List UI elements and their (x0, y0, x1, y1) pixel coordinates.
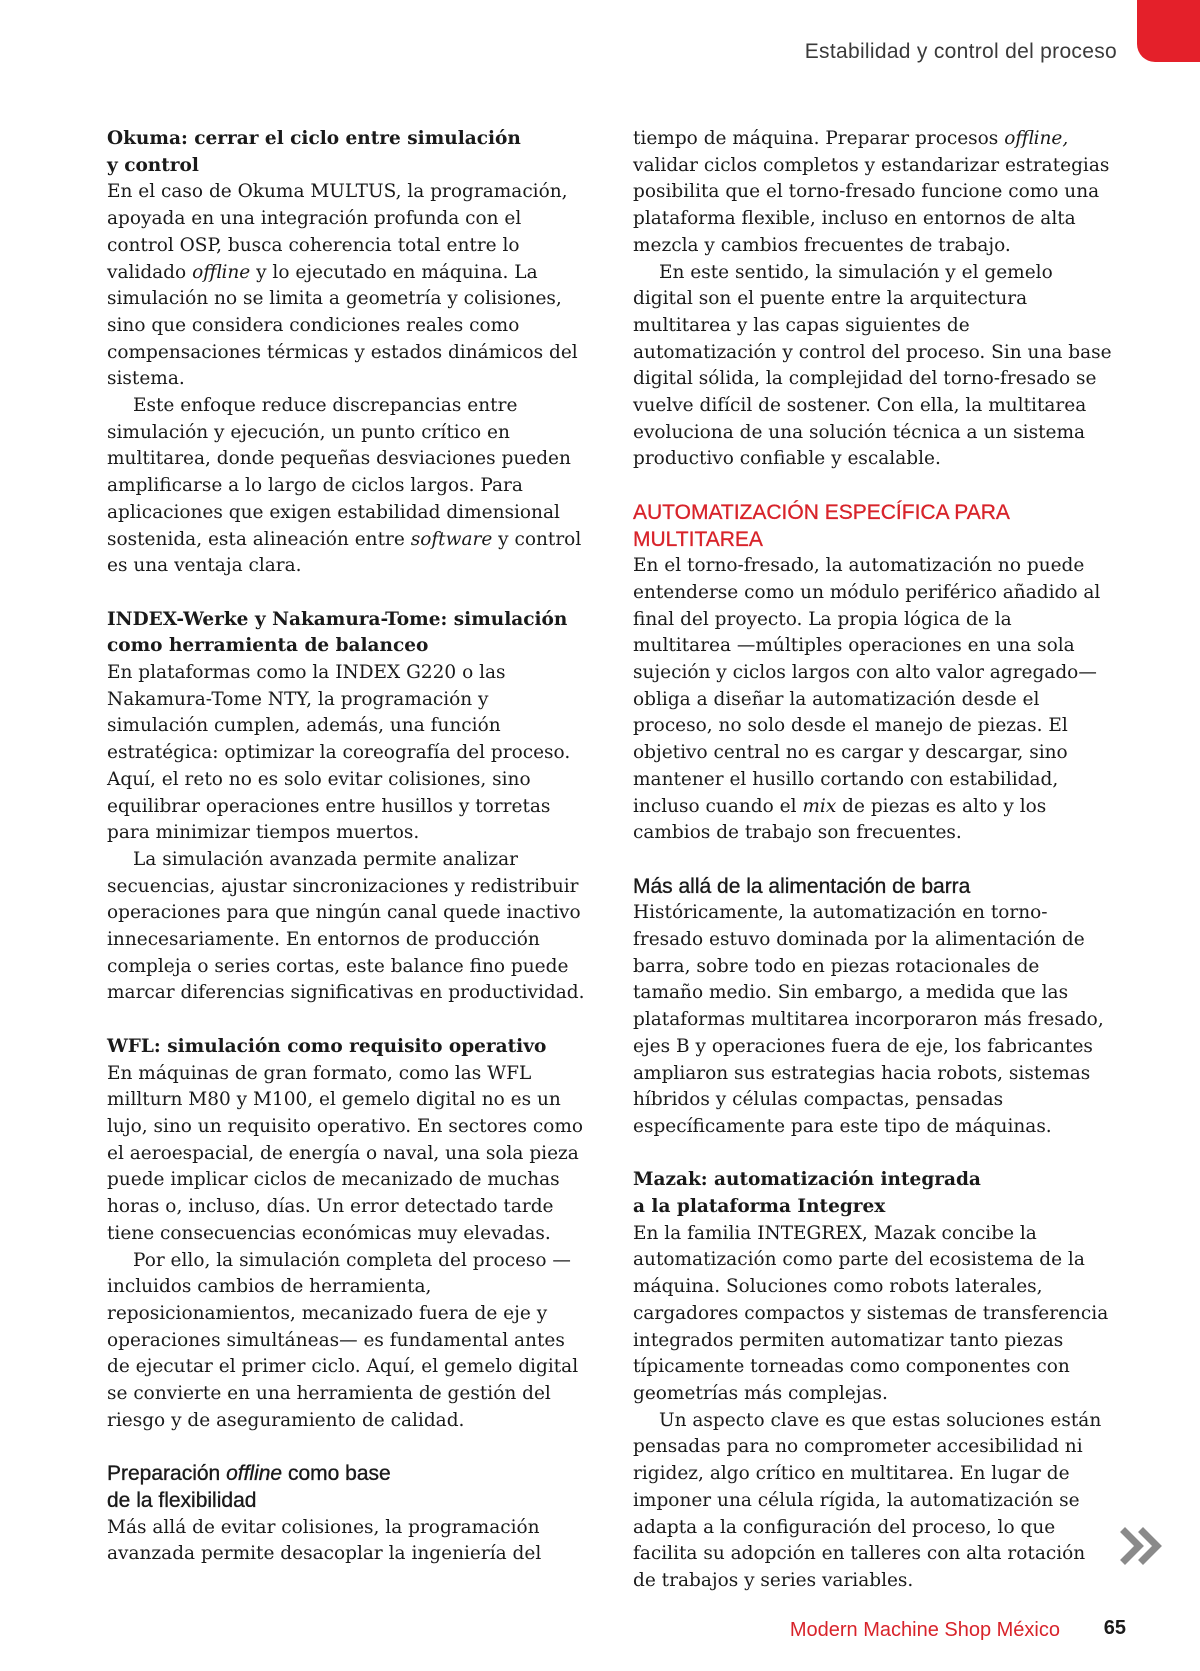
offline-cont-paragraph-1: tiempo de máquina. Preparar procesos offline, validar ciclos completos y estandarizar estrategias posibilita que el torno-fresado funcione como una plataforma flexible, incluso en entornos de alta mezcla y cambios frecuentes de trabajo. (633, 128, 1110, 256)
okuma-heading (107, 126, 587, 179)
section-title: Estabilidad y control del proceso (804, 40, 1117, 63)
offline-heading: Preparación offline como base de la flexibilidad (107, 1462, 391, 1512)
okuma-paragraph-2: Este enfoque reduce discrepancias entre simulación y ejecución, un punto crítico en multitarea, donde pequeñas desviaciones pueden amplificarse a lo largo de ciclos largos. Para aplicaciones que exigen estabilidad dimensional sostenida, esta alineación entre software y control es una ventaja clara. (107, 395, 582, 577)
bar-feed-paragraph-1: Históricamente, la automatización en torno-fresado estuvo dominada por la alimentación de barra, sobre todo en piezas rotacionales de tamaño medio. Sin embargo, a medida que las plataformas multitarea incorporaron más fresado, ejes B y operaciones fuera de eje, los fabricantes ampliaron sus estrategias hacia robots, sistemas híbridos y células compactas, pensadas específicamente para este tipo de máquinas. (633, 902, 1104, 1137)
okuma-paragraph-1: En el caso de Okuma MULTUS, la programación, apoyada en una integración profunda con el control OSP, busca coherencia total entre lo validado offline y lo ejecutado en máquina. La simulación no se limita a geometría y colisiones, sino que considera condiciones reales como compensaciones térmicas y estados dinámicos del sistema. (107, 181, 578, 390)
offline-cont-paragraph-2: En este sentido, la simulación y el gemelo digital son el puente entre la arquitectura multitarea y las capas siguientes de automatización y control del proceso. Sin una base digital sólida, la complejidad del torno-fresado se vuelve difícil de sostener. Con ella, la multitarea evoluciona de una solución técnica a un sistema productivo confiable y escalable. (633, 261, 1112, 470)
wfl-paragraph-1: En máquinas de gran formato, como las WFL millturn M80 y M100, el gemelo digital no es un lujo, sino un requisito operativo. En sectores como el aeroespacial, de energía o naval, una sola pieza puede implicar ciclos de mecanizado de muchas horas o, incluso, días. Un error detectado tarde tiene consecuencias económicas muy elevadas. (107, 1062, 584, 1244)
index-heading (107, 607, 587, 660)
wfl-paragraph-2: Por ello, la simulación completa del proceso —incluidos cambios de herramienta, reposicionamientos, mecanizado fuera de eje y operaciones simultáneas— es fundamental antes de ejecutar el primer ciclo. Aquí, el gemelo digital se convierte en una herramienta de gestión del riesgo y de aseguramiento de calidad. (107, 1249, 579, 1431)
okuma-heading-line1: Okuma: cerrar el ciclo entre simulación (107, 128, 521, 149)
offline-heading-line2: de la flexibilidad (107, 1488, 257, 1512)
double-chevron-right-icon (1120, 1526, 1168, 1566)
offline-paragraph-1: Más allá de evitar colisiones, la programación avanzada permite desacoplar la ingeniería del (107, 1516, 542, 1565)
index-heading-line1: INDEX-Werke y Nakamura-Tome: simulación (107, 608, 568, 630)
wfl-heading: WFL: simulación como requisito operativo (107, 1035, 547, 1057)
index-paragraph-2: La simulación avanzada permite analizar secuencias, ajustar sincronizaciones y redistribuir operaciones para que ningún canal quede inactivo innecesariamente. En entornos de producción compleja o series cortas, este balance fino puede marcar diferencias significativas en productividad. (107, 848, 585, 1004)
index-paragraph-1: En plataformas como la INDEX G220 o las Nakamura-Tome NTY, la programación y simulación cumplen, además, una función estratégica: optimizar la coreografía del proceso. Aquí, el reto no es solo evitar colisiones, sino equilibrar operaciones entre husillos y torretas para minimizar tiempos muertos. (107, 662, 571, 844)
mazak-paragraph-1: En la familia INTEGREX, Mazak concibe la automatización como parte del ecosistema de la máquina. Soluciones como robots laterales, cargadores compactos y sistemas de transferencia integrados permiten automatizar tanto piezas típicamente torneadas como componentes con geometrías más complejas. (633, 1222, 1109, 1404)
index-heading-line2: como herramienta de balanceo (107, 635, 429, 657)
red-corner-tab (1137, 0, 1200, 62)
automation-heading: AUTOMATIZACIÓN ESPECÍFICA PARA MULTITAREA (633, 500, 1009, 551)
right-column (633, 126, 1113, 1595)
automation-paragraph-1: En el torno-fresado, la automatización no puede entenderse como un módulo periférico añadido al final del proyecto. La propia lógica de la multitarea —múltiples operaciones en una sola sujeción y ciclos largos con alto valor agregado— obliga a diseñar la automatización desde el proceso, no solo desde el manejo de piezas. El objetivo central no es cargar y descargar, sino mantener el husillo cortando con estabilidad, incluso cuando el mix de piezas es alto y los cambios de trabajo son frecuentes. (633, 555, 1101, 844)
mazak-heading (633, 1167, 1113, 1220)
footer-brand: Modern Machine Shop México (789, 1619, 1060, 1641)
page-number: 65 (1103, 1617, 1126, 1639)
okuma-heading-line2: y control (107, 154, 199, 176)
mazak-heading-line2: a la plataforma Integrex (633, 1196, 886, 1218)
mazak-heading-line1: Mazak: automatización integrada (633, 1169, 981, 1191)
mazak-paragraph-2: Un aspecto clave es que estas soluciones están pensadas para no comprometer accesibilidad ni rigidez, algo crítico en multitarea. En lugar de imponer una célula rígida, la automatización se adapta a la configuración del proceso, lo que facilita su adopción en talleres con alta rotación de trabajos y series variables. (633, 1409, 1102, 1591)
bar-feed-heading: Más allá de la alimentación de barra (633, 874, 971, 898)
left-column (107, 126, 587, 1568)
